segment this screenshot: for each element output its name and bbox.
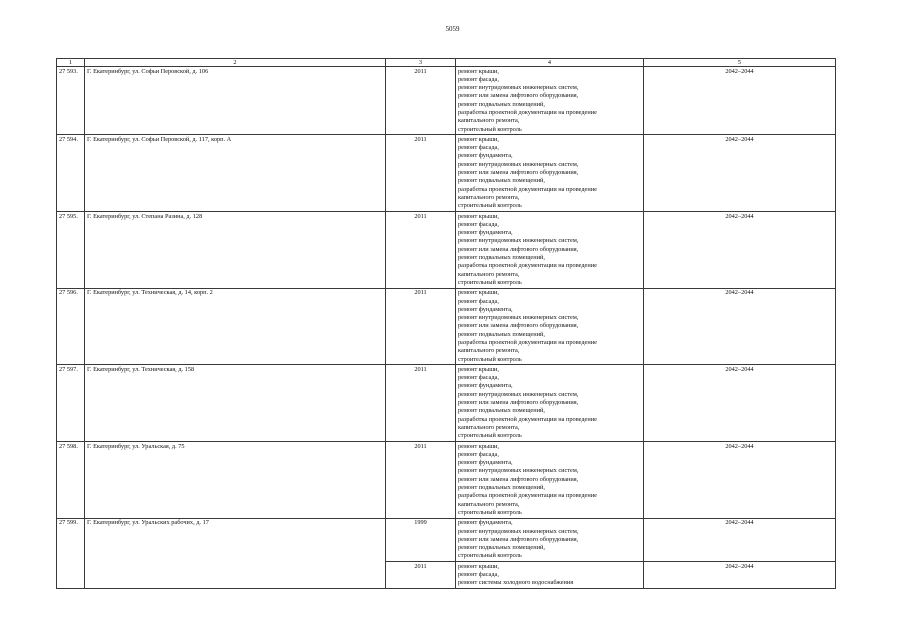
address-cell: Г. Екатеринбург, ул. Уральская, д. 75 — [85, 442, 386, 519]
period-cell: 2042–2044 — [644, 442, 836, 519]
work-item: ремонт или замена лифтового оборудования, — [458, 169, 579, 177]
work-item: капитального ремонта, — [458, 423, 520, 431]
work-item: разработка проектной документации на проведение — [458, 108, 597, 116]
header-row — [57, 59, 836, 67]
work-item: ремонт фундамента, — [458, 459, 513, 467]
work-item: ремонт или замена лифтового оборудования, — [458, 245, 579, 253]
work-item: ремонт подвальных помещений, — [458, 100, 545, 108]
year-cell: 2011 — [386, 562, 456, 589]
year-cell: 2011 — [386, 288, 456, 365]
page-number: 5059 — [445, 25, 460, 33]
work-item: ремонт или замена лифтового оборудования, — [458, 322, 579, 330]
table-row — [57, 518, 836, 561]
table-row — [57, 365, 836, 442]
header-col-4: 4 — [456, 59, 644, 67]
work-item: капитального ремонта, — [458, 117, 520, 125]
work-item: ремонт внутридомовых инженерных систем, — [458, 160, 579, 168]
work-item: ремонт крыши, — [458, 289, 500, 297]
work-item: ремонт внутридомовых инженерных систем, — [458, 84, 579, 92]
record-number: 27 598. — [57, 442, 85, 519]
work-item: ремонт крыши, — [458, 67, 500, 75]
work-item: ремонт подвальных помещений, — [458, 407, 545, 415]
work-item: строительный контроль — [458, 355, 522, 363]
table-row — [57, 442, 836, 519]
work-item: ремонт подвальных помещений, — [458, 177, 545, 185]
period-cell: 2042–2044 — [644, 288, 836, 365]
work-item: ремонт фасада, — [458, 571, 499, 579]
works-cell — [456, 135, 644, 212]
table-body — [57, 67, 836, 589]
header-col-1: 1 — [57, 59, 85, 67]
work-item: ремонт крыши, — [458, 365, 500, 373]
works-cell — [456, 518, 644, 561]
work-item: ремонт фундамента, — [458, 382, 513, 390]
work-item: ремонт фундамента, — [458, 152, 513, 160]
work-item: строительный контроль — [458, 125, 522, 133]
work-item: строительный контроль — [458, 508, 522, 516]
work-item: ремонт фасада, — [458, 75, 499, 83]
work-item: разработка проектной документации на проведение — [458, 492, 597, 500]
work-item: ремонт подвальных помещений, — [458, 484, 545, 492]
address-cell: Г. Екатеринбург, ул. Степана Разина, д. 128 — [85, 212, 386, 289]
register-table — [56, 58, 836, 589]
table-row — [57, 212, 836, 289]
year-cell: 2011 — [386, 212, 456, 289]
header-col-2: 2 — [85, 59, 386, 67]
work-item: ремонт крыши, — [458, 212, 500, 220]
work-item: ремонт фундамента, — [458, 305, 513, 313]
period-cell: 2042–2044 — [644, 518, 836, 561]
work-item: строительный контроль — [458, 278, 522, 286]
work-item: ремонт внутридомовых инженерных систем, — [458, 527, 579, 535]
address-cell: Г. Екатеринбург, ул. Техническая, д. 158 — [85, 365, 386, 442]
address-cell: Г. Екатеринбург, ул. Софьи Перовской, д. 106 — [85, 67, 386, 135]
table-header — [57, 59, 836, 67]
address-cell: Г. Екатеринбург, ул. Уральских рабочих, д. 17 — [85, 518, 386, 588]
period-cell: 2042–2044 — [644, 562, 836, 589]
work-item: строительный контроль — [458, 202, 522, 210]
year-cell: 2011 — [386, 135, 456, 212]
work-item: разработка проектной документации на проведение — [458, 415, 597, 423]
works-cell — [456, 365, 644, 442]
address-cell: Г. Екатеринбург, ул. Софьи Перовской, д. 117, корп. А — [85, 135, 386, 212]
header-col-5: 5 — [644, 59, 836, 67]
work-item: разработка проектной документации на проведение — [458, 185, 597, 193]
work-item: ремонт фасада, — [458, 374, 499, 382]
work-item: ремонт внутридомовых инженерных систем, — [458, 390, 579, 398]
work-item: ремонт фасада, — [458, 297, 499, 305]
work-item: ремонт или замена лифтового оборудования, — [458, 535, 579, 543]
year-cell: 2011 — [386, 67, 456, 135]
record-number: 27 597. — [57, 365, 85, 442]
work-item: ремонт крыши, — [458, 562, 500, 570]
work-item: ремонт подвальных помещений, — [458, 330, 545, 338]
work-item: разработка проектной документации на проведение — [458, 262, 597, 270]
work-item: ремонт фундамента, — [458, 519, 513, 527]
works-cell — [456, 562, 644, 589]
table-row — [57, 288, 836, 365]
work-item: ремонт крыши, — [458, 442, 500, 450]
period-cell: 2042–2044 — [644, 365, 836, 442]
year-cell: 2011 — [386, 365, 456, 442]
work-item: ремонт внутридомовых инженерных систем, — [458, 237, 579, 245]
work-item: ремонт крыши, — [458, 135, 500, 143]
work-item: ремонт или замена лифтового оборудования, — [458, 399, 579, 407]
work-item: капитального ремонта, — [458, 193, 520, 201]
work-item: строительный контроль — [458, 432, 522, 440]
work-item: ремонт фасада, — [458, 220, 499, 228]
work-item: ремонт или замена лифтового оборудования, — [458, 92, 579, 100]
work-item: ремонт или замена лифтового оборудования, — [458, 475, 579, 483]
record-number: 27 593. — [57, 67, 85, 135]
work-item: строительный контроль — [458, 552, 522, 560]
work-item: ремонт фундамента, — [458, 229, 513, 237]
work-item: ремонт подвальных помещений, — [458, 254, 545, 262]
work-item: капитального ремонта, — [458, 270, 520, 278]
address-cell: Г. Екатеринбург, ул. Техническая, д. 14, корп. 2 — [85, 288, 386, 365]
works-cell — [456, 212, 644, 289]
work-item: капитального ремонта, — [458, 347, 520, 355]
work-item: ремонт внутридомовых инженерных систем, — [458, 467, 579, 475]
works-cell — [456, 442, 644, 519]
table-row — [57, 67, 836, 135]
record-number: 27 595. — [57, 212, 85, 289]
year-cell: 2011 — [386, 442, 456, 519]
work-item: ремонт внутридомовых инженерных систем, — [458, 314, 579, 322]
works-cell — [456, 67, 644, 135]
work-item: ремонт подвальных помещений, — [458, 544, 545, 552]
record-number: 27 594. — [57, 135, 85, 212]
year-cell: 1999 — [386, 518, 456, 561]
works-cell — [456, 288, 644, 365]
work-item: капитального ремонта, — [458, 500, 520, 508]
work-item: ремонт фасада, — [458, 144, 499, 152]
record-number: 27 596. — [57, 288, 85, 365]
work-item: разработка проектной документации на проведение — [458, 339, 597, 346]
record-number: 27 599. — [57, 518, 85, 588]
period-cell: 2042–2044 — [644, 67, 836, 135]
work-item: ремонт фасада, — [458, 450, 499, 458]
table-row — [57, 135, 836, 212]
period-cell: 2042–2044 — [644, 135, 836, 212]
period-cell: 2042–2044 — [644, 212, 836, 289]
work-item: ремонт системы холодного водоснабжения — [458, 579, 574, 587]
header-col-3: 3 — [386, 59, 456, 67]
